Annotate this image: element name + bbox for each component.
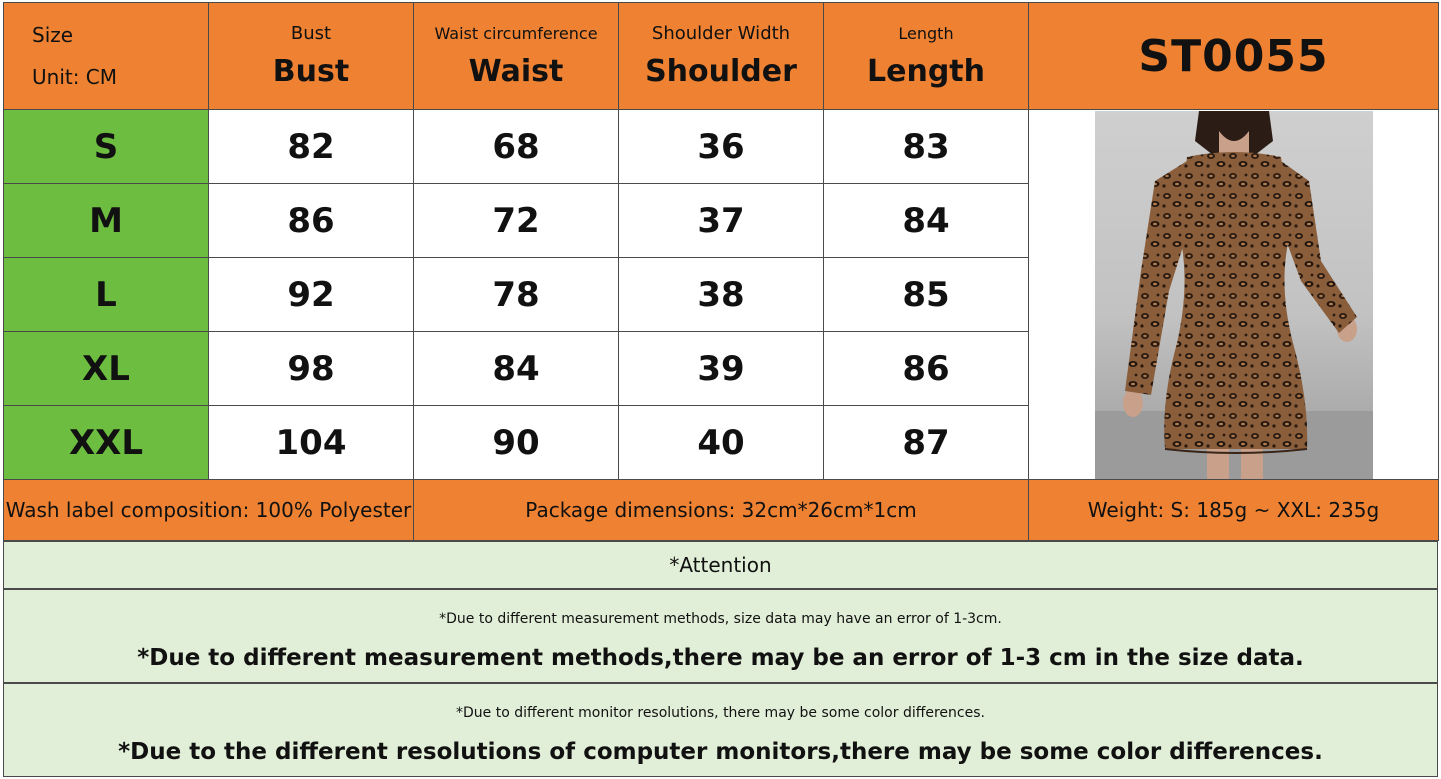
style-code: ST0055 xyxy=(1138,30,1329,82)
length-value: 83 xyxy=(824,110,1029,184)
shoulder-header-small: Shoulder Width xyxy=(651,23,791,44)
shoulder-header-big: Shoulder xyxy=(645,54,797,89)
bust-header-small: Bust xyxy=(290,23,332,44)
bust-value: 98 xyxy=(209,332,414,406)
waist-header-big: Waist xyxy=(468,54,564,89)
bust-value: 82 xyxy=(209,110,414,184)
size-cell: M xyxy=(4,184,209,258)
shoulder-value: 40 xyxy=(619,406,824,480)
length-value: 87 xyxy=(824,406,1029,480)
bust-header-big: Bust xyxy=(272,54,350,89)
attention-text: *Attention xyxy=(669,553,772,577)
bust-header-cell xyxy=(209,3,414,110)
monitor-note-small: *Due to different monitor resolutions, there may be some color differences. xyxy=(456,705,985,721)
package-dimensions-text: Package dimensions: 32cm*26cm*1cm xyxy=(414,480,1029,541)
waist-value: 84 xyxy=(414,332,619,406)
size-table xyxy=(3,2,1439,480)
style-code-cell xyxy=(1029,3,1439,110)
composition-text: Wash label composition: 100% Polyester xyxy=(4,480,414,541)
size-cell: L xyxy=(4,258,209,332)
shoulder-value: 38 xyxy=(619,258,824,332)
attention-heading xyxy=(3,541,1438,589)
length-value: 85 xyxy=(824,258,1029,332)
measurement-note-small: *Due to different measurement methods, size data may have an error of 1-3cm. xyxy=(439,611,1002,627)
size-cell: S xyxy=(4,110,209,184)
header-row xyxy=(4,3,1439,110)
table-row xyxy=(4,110,1439,184)
shoulder-header-cell xyxy=(619,3,824,110)
bust-value: 104 xyxy=(209,406,414,480)
product-photo xyxy=(1095,111,1373,479)
length-header-small: Length xyxy=(898,24,954,43)
product-photo-cell xyxy=(1029,110,1439,480)
bust-value: 86 xyxy=(209,184,414,258)
length-value: 86 xyxy=(824,332,1029,406)
waist-header-cell xyxy=(414,3,619,110)
size-cell: XXL xyxy=(4,406,209,480)
bust-value: 92 xyxy=(209,258,414,332)
size-label: Size xyxy=(32,23,74,47)
waist-value: 72 xyxy=(414,184,619,258)
waist-value: 90 xyxy=(414,406,619,480)
waist-header-small: Waist circumference xyxy=(434,24,598,43)
length-header-big: Length xyxy=(867,54,985,89)
weight-text: Weight: S: 185g ~ XXL: 235g xyxy=(1029,480,1439,541)
size-header-cell xyxy=(4,3,209,110)
waist-value: 78 xyxy=(414,258,619,332)
product-info-band xyxy=(3,479,1439,541)
leopard-dress-illustration xyxy=(1095,111,1373,479)
monitor-note xyxy=(3,683,1438,777)
size-cell: XL xyxy=(4,332,209,406)
shoulder-value: 36 xyxy=(619,110,824,184)
waist-value: 68 xyxy=(414,110,619,184)
measurement-note xyxy=(3,589,1438,683)
length-header-cell xyxy=(824,3,1029,110)
unit-label: Unit: CM xyxy=(32,65,118,89)
monitor-note-large: *Due to the different resolutions of computer monitors,there may be some color differences. xyxy=(118,739,1323,765)
shoulder-value: 39 xyxy=(619,332,824,406)
length-value: 84 xyxy=(824,184,1029,258)
measurement-note-large: *Due to different measurement methods,there may be an error of 1-3 cm in the size data. xyxy=(137,645,1304,671)
shoulder-value: 37 xyxy=(619,184,824,258)
